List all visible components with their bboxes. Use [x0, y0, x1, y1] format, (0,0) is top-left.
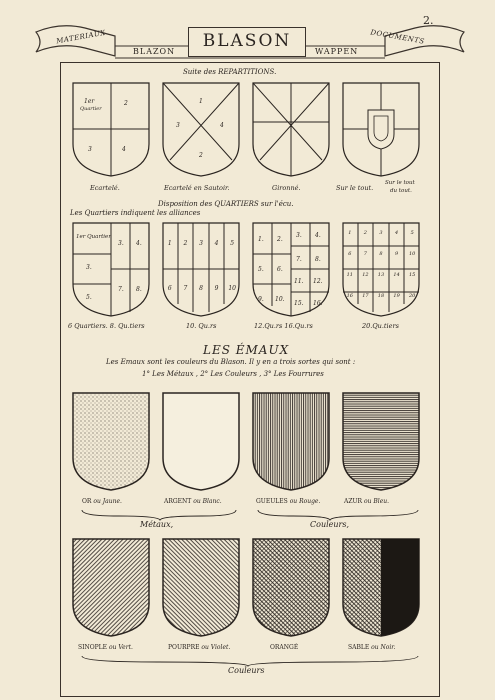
quarters-subheading: Les Quartiers indiquent les alliances — [70, 209, 201, 217]
ecartele-num-4: 4 — [122, 146, 126, 153]
q2-num: 6 — [167, 285, 172, 292]
q3-num: 8. — [315, 256, 321, 263]
page-number: 2. — [423, 14, 434, 27]
shield-sur-le-tout — [342, 82, 420, 177]
q1-label-1: 1er Quartier — [76, 234, 111, 240]
shield-gueules — [252, 392, 330, 492]
q2-num: 5 — [230, 240, 235, 247]
q3-num: 10. — [275, 296, 285, 303]
q4-num: 19 — [393, 293, 400, 299]
pourpre-name: POURPRE — [168, 644, 200, 651]
shield-or — [72, 392, 150, 492]
left-ribbon-label: MATERIAUX — [55, 28, 107, 46]
q4-num: 14 — [393, 272, 400, 278]
q3-num: 3. — [296, 232, 302, 239]
q3-num: 1. — [258, 236, 264, 243]
sinople-name: SINOPLE — [78, 644, 108, 651]
q4-num: 18 — [377, 293, 385, 299]
azur-sub: ou Bleu. — [364, 498, 390, 505]
q3-num: 2. — [277, 236, 283, 243]
braces-row1 — [78, 508, 423, 522]
q3-num: 9. — [258, 296, 264, 303]
label-pourpre — [168, 644, 230, 651]
q1-label-r8: 8. — [136, 286, 142, 293]
gueules-name: GUEULES — [256, 498, 288, 505]
q4-num: 1 — [348, 230, 352, 236]
q4-num: 4 — [394, 230, 399, 236]
q3-num: 12. — [313, 278, 323, 285]
q3-num: 11. — [294, 278, 304, 285]
q3-num: 4. — [315, 232, 321, 239]
shield-argent — [162, 392, 240, 492]
shield-gironne — [252, 82, 330, 177]
pourpre-sub: ou Violet. — [201, 644, 231, 651]
ecartele-quartier: Quartier — [80, 106, 102, 112]
quarters-heading: Disposition des QUARTIERS sur l'écu. — [158, 200, 294, 208]
q4-num: 12 — [362, 272, 369, 278]
q2-num: 7 — [183, 285, 188, 292]
q4-num: 9 — [394, 251, 399, 257]
q3-num: 7. — [296, 256, 302, 263]
q2-num: 4 — [214, 240, 219, 247]
q1-label-5: 5. — [86, 294, 92, 301]
q4-numbers — [342, 230, 420, 299]
label-ecartele-sautoir: Ecartelé en Sautoir. — [164, 184, 230, 192]
label-sur-le-tout-2: Sur le tout — [385, 180, 415, 186]
group-couleurs: Couleurs, — [310, 520, 350, 529]
q2-numbers — [162, 240, 240, 292]
ecartele-num-2: 2 — [124, 100, 128, 107]
page-title: BLASON — [188, 27, 306, 57]
label-quarters-10: 10. Qu.rs — [186, 322, 217, 330]
subtitle-blazon: BLAZON — [133, 47, 176, 56]
label-ecartele: Ecartelé. — [90, 184, 120, 192]
shield-ecartele — [72, 82, 150, 177]
q4-num: 15 — [408, 272, 416, 278]
shield-sinople — [72, 538, 150, 638]
q4-num: 5 — [410, 230, 414, 236]
q3-num: 5. — [258, 266, 264, 273]
ecartele-num-1: 1er — [84, 98, 95, 105]
q1-label-r3: 3. — [118, 240, 124, 247]
q1-label-r4: 4. — [136, 240, 142, 247]
label-orange — [270, 644, 298, 651]
q3-num: 15. — [294, 300, 304, 307]
q4-num: 2 — [363, 230, 367, 236]
q4-num: 11 — [346, 272, 353, 278]
sinople-sub: ou Vert. — [108, 644, 133, 651]
emaux-title: LES ÉMAUX — [203, 343, 290, 357]
q2-num: 2 — [183, 240, 188, 247]
q3-num: 16. — [313, 300, 323, 307]
q4-num: 20 — [408, 293, 416, 299]
label-or — [82, 498, 122, 505]
q2-num: 10 — [228, 285, 236, 292]
gueules-sub: ou Rouge. — [289, 498, 321, 505]
orange-name: ORANGÉ — [270, 644, 299, 651]
sautoir-num-4: 4 — [220, 122, 224, 129]
q2-num: 8 — [199, 285, 203, 292]
label-quarters-6-8: 6 Quartiers. 8. Qu.tiers — [68, 322, 145, 330]
q1-label-3: 3. — [86, 264, 92, 271]
shield-azur — [342, 392, 420, 492]
q4-num: 16 — [346, 293, 353, 299]
q2-num: 1 — [167, 240, 172, 247]
q4-num: 8 — [379, 251, 383, 257]
emaux-intro: Les Emaux sont les couleurs du Blason. Il y en a trois sortes qui sont : — [106, 358, 356, 366]
or-name: OR — [82, 498, 92, 505]
subtitle-wappen: WAPPEN — [315, 47, 359, 56]
ecartele-num-3: 3 — [88, 146, 92, 153]
frame-top-rule — [60, 62, 440, 63]
q4-num: 17 — [362, 293, 369, 299]
q4-num: 7 — [363, 251, 367, 257]
label-du-tout: du tout. — [390, 188, 412, 194]
q4-num: 6 — [348, 251, 352, 257]
label-quarters-12-16: 12.Qu.rs 16.Qu.rs — [254, 322, 313, 330]
shield-orange — [252, 538, 330, 638]
q2-num: 3 — [199, 240, 203, 247]
argent-sub: ou Blanc. — [193, 498, 222, 505]
label-sur-le-tout: Sur le tout. — [336, 184, 374, 192]
sable-sub: ou Noir. — [371, 644, 396, 651]
q2-num: 9 — [214, 285, 219, 292]
label-sable — [348, 644, 395, 651]
q4-num: 3 — [379, 230, 383, 236]
q4-num: 13 — [377, 272, 385, 278]
sautoir-num-2: 2 — [199, 152, 203, 159]
right-ribbon-label: DOCUMENTS — [369, 28, 426, 46]
sautoir-num-3: 3 — [176, 122, 180, 129]
q3-num: 6. — [277, 266, 283, 273]
q1-label-r7: 7. — [118, 286, 124, 293]
azur-name: AZUR — [344, 498, 363, 505]
shield-pourpre — [162, 538, 240, 638]
shield-ecartele-sautoir — [162, 82, 240, 177]
sable-name: SABLE — [348, 644, 370, 651]
label-gueules — [256, 498, 320, 505]
group-metaux: Métaux, — [140, 520, 174, 529]
or-sub: ou Jaune. — [93, 498, 122, 505]
sautoir-num-1: 1 — [199, 98, 203, 105]
label-azur — [344, 498, 389, 505]
shield-sable — [342, 538, 420, 638]
q4-num: 10 — [408, 251, 416, 257]
label-quarters-20: 20.Qu.tiers — [362, 322, 399, 330]
label-gironne: Gironné. — [272, 184, 301, 192]
argent-name: ARGENT — [164, 498, 192, 505]
partitions-heading: Suite des REPARTITIONS. — [183, 68, 277, 76]
label-argent — [164, 498, 222, 505]
label-sinople — [78, 644, 133, 651]
emaux-categories: 1° Les Métaux , 2° Les Couleurs , 3° Les Fourrures — [142, 370, 324, 378]
group-couleurs-2: Couleurs — [228, 666, 265, 675]
